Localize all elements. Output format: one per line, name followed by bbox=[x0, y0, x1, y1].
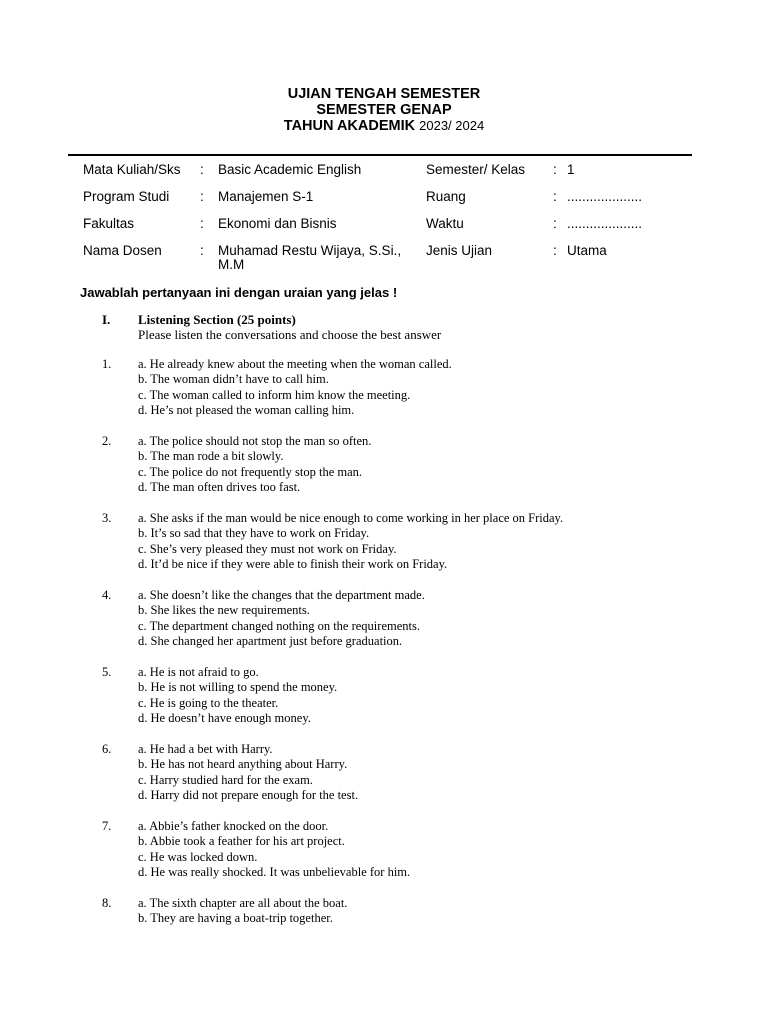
academic-year-value: 2023/ 2024 bbox=[419, 118, 485, 133]
answer-option: a. He had a bet with Harry. bbox=[138, 742, 273, 756]
answer-option: d. He doesn’t have enough money. bbox=[138, 711, 311, 726]
answer-option: b. It’s so sad that they have to work on Friday. bbox=[138, 526, 370, 541]
info-value: Muhamad Restu Wijaya, S.Si., M.M bbox=[218, 243, 402, 272]
exam-header bbox=[0, 86, 768, 134]
section-title: Listening Section (25 points) bbox=[138, 312, 296, 327]
info-value: Manajemen S-1 bbox=[218, 189, 314, 204]
info-separator: : bbox=[200, 243, 204, 258]
question-item bbox=[102, 742, 702, 819]
info-separator: : bbox=[553, 189, 557, 204]
academic-year-label: TAHUN AKADEMIK bbox=[283, 118, 416, 134]
answer-option: a. The sixth chapter are all about the boat. bbox=[138, 896, 348, 910]
answer-option: b. She likes the new requirements. bbox=[138, 603, 310, 618]
question-number: 6. bbox=[102, 742, 112, 756]
answer-option: a. He is not afraid to go. bbox=[138, 665, 259, 679]
instruction-text: Jawablah pertanyaan ini dengan uraian yang jelas ! bbox=[80, 285, 398, 300]
answer-option: b. Abbie took a feather for his art project. bbox=[138, 834, 345, 849]
info-row-course bbox=[83, 163, 683, 190]
answer-option: c. He was locked down. bbox=[138, 849, 258, 864]
answer-option: d. She changed her apartment just before graduation. bbox=[138, 634, 403, 649]
answer-option: b. They are having a boat-trip together. bbox=[138, 911, 333, 926]
info-row-program bbox=[83, 190, 683, 217]
question-list bbox=[102, 357, 702, 973]
question-number: 8. bbox=[102, 896, 112, 910]
answer-option: c. The woman called to inform him know the meeting. bbox=[138, 387, 411, 402]
answer-option: c. She’s very pleased they must not work on Friday. bbox=[138, 541, 397, 556]
question-number: 2. bbox=[102, 434, 112, 448]
info-separator: : bbox=[553, 243, 557, 258]
answer-option: a. She asks if the man would be nice enough to come working in her place on Friday. bbox=[138, 511, 564, 525]
answer-options bbox=[138, 434, 371, 496]
info-label: Jenis Ujian bbox=[426, 243, 493, 258]
info-value: 1 bbox=[567, 162, 575, 177]
info-row-lecturer bbox=[83, 244, 683, 276]
answer-options bbox=[138, 588, 425, 650]
question-item bbox=[102, 896, 702, 973]
answer-option: c. The department changed nothing on the requirements. bbox=[138, 618, 420, 633]
answer-option: d. It’d be nice if they were able to finish their work on Friday. bbox=[138, 557, 448, 572]
info-label: Mata Kuliah/Sks bbox=[83, 162, 181, 177]
section-number: I. bbox=[102, 312, 111, 327]
info-separator: : bbox=[553, 162, 557, 177]
info-label: Nama Dosen bbox=[83, 243, 162, 258]
question-item bbox=[102, 588, 702, 665]
answer-option: a. He already knew about the meeting when the woman called. bbox=[138, 357, 452, 371]
answer-option: c. Harry studied hard for the exam. bbox=[138, 772, 313, 787]
answer-option: b. The man rode a bit slowly. bbox=[138, 449, 284, 464]
question-item bbox=[102, 434, 702, 511]
info-label: Fakultas bbox=[83, 216, 135, 231]
info-value: Utama bbox=[567, 243, 607, 258]
answer-option: a. She doesn’t like the changes that the department made. bbox=[138, 588, 425, 602]
question-number: 4. bbox=[102, 588, 112, 602]
answer-option: d. He’s not pleased the woman calling him. bbox=[138, 403, 355, 418]
answer-option: a. Abbie’s father knocked on the door. bbox=[138, 819, 329, 833]
info-value: .................... bbox=[567, 216, 643, 231]
info-value: Basic Academic English bbox=[218, 162, 362, 177]
answer-options bbox=[138, 896, 347, 927]
info-label: Ruang bbox=[426, 189, 466, 204]
answer-option: c. The police do not frequently stop the man. bbox=[138, 464, 363, 479]
semester-title: SEMESTER GENAP bbox=[316, 102, 452, 118]
answer-options bbox=[138, 357, 452, 419]
question-number: 1. bbox=[102, 357, 112, 371]
answer-option: b. He is not willing to spend the money. bbox=[138, 680, 338, 695]
answer-options bbox=[138, 665, 337, 727]
question-item bbox=[102, 665, 702, 742]
exam-title: UJIAN TENGAH SEMESTER bbox=[287, 86, 481, 102]
academic-year-line bbox=[0, 118, 768, 134]
info-separator: : bbox=[200, 189, 204, 204]
answer-option: d. The man often drives too fast. bbox=[138, 480, 301, 495]
answer-option: a. The police should not stop the man so often. bbox=[138, 434, 372, 448]
section-subtitle: Please listen the conversations and choose the best answer bbox=[138, 327, 442, 342]
answer-options bbox=[138, 511, 563, 573]
info-label: Waktu bbox=[426, 216, 464, 231]
question-number: 5. bbox=[102, 665, 112, 679]
info-label: Semester/ Kelas bbox=[426, 162, 526, 177]
info-value: Ekonomi dan Bisnis bbox=[218, 216, 337, 231]
exam-info-table bbox=[83, 163, 683, 276]
question-item bbox=[102, 511, 702, 588]
info-value: .................... bbox=[567, 189, 643, 204]
header-divider bbox=[68, 154, 692, 156]
info-separator: : bbox=[553, 216, 557, 231]
info-label: Program Studi bbox=[83, 189, 170, 204]
question-number: 7. bbox=[102, 819, 112, 833]
answer-option: d. Harry did not prepare enough for the test. bbox=[138, 788, 359, 803]
question-item bbox=[102, 819, 702, 896]
answer-option: b. He has not heard anything about Harry. bbox=[138, 757, 348, 772]
answer-option: d. He was really shocked. It was unbelievable for him. bbox=[138, 865, 411, 880]
info-separator: : bbox=[200, 216, 204, 231]
answer-option: c. He is going to the theater. bbox=[138, 695, 279, 710]
answer-options bbox=[138, 742, 358, 804]
answer-option: b. The woman didn’t have to call him. bbox=[138, 372, 329, 387]
answer-options bbox=[138, 819, 410, 881]
question-number: 3. bbox=[102, 511, 112, 525]
info-row-faculty bbox=[83, 217, 683, 244]
question-item bbox=[102, 357, 702, 434]
info-separator: : bbox=[200, 162, 204, 177]
